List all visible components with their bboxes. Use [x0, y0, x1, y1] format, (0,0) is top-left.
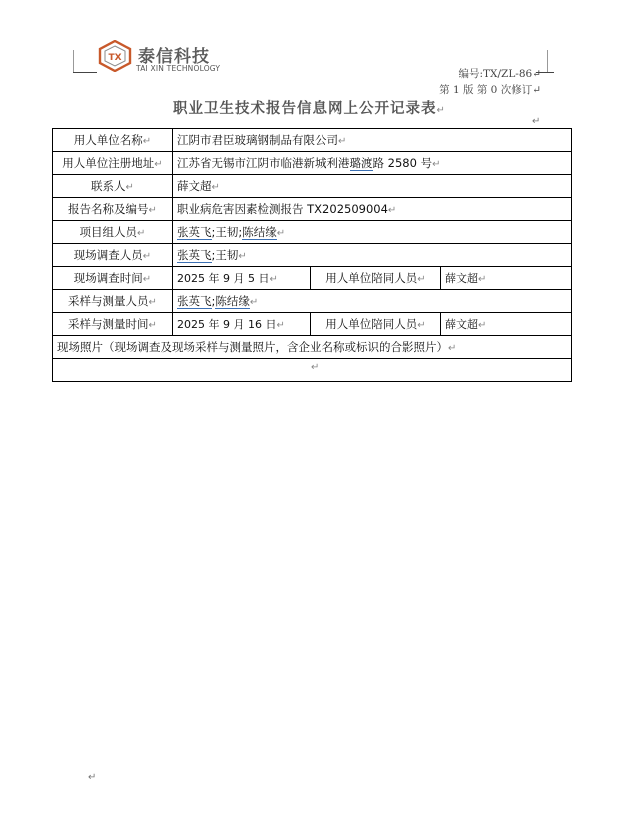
table-row — [53, 244, 572, 267]
table-row — [53, 267, 572, 290]
report-label: 报告名称及编号↵ — [53, 198, 173, 221]
logo-text: TX — [108, 53, 122, 63]
address-label: 用人单位注册地址↵ — [53, 152, 173, 175]
sampling-people-value: 张英飞;陈结缘↵ — [173, 290, 572, 313]
contact-label: 联系人↵ — [53, 175, 173, 198]
header-rule-left — [73, 72, 97, 73]
company-logo — [98, 40, 132, 72]
paragraph-mark: ↵ — [436, 105, 446, 116]
table-row — [53, 336, 572, 359]
header-corner-mark-left — [73, 50, 74, 72]
paragraph-mark: ↵ — [532, 116, 541, 127]
contact-value: 薛文超↵ — [173, 175, 572, 198]
table-row — [53, 152, 572, 175]
table-row — [53, 198, 572, 221]
accompany2-label: 用人单位陪同人员↵ — [311, 313, 441, 336]
sampling-time-label: 采样与测量时间↵ — [53, 313, 173, 336]
title-text: 职业卫生技术报告信息网上公开记录表 — [173, 101, 437, 117]
table-row — [53, 221, 572, 244]
survey-time-label: 现场调查时间↵ — [53, 267, 173, 290]
table-row — [53, 175, 572, 198]
record-table — [52, 128, 572, 382]
version-info: 第 1 版 第 0 次修订↵ — [439, 84, 541, 96]
survey-people-label: 现场调查人员↵ — [53, 244, 173, 267]
report-value: 职业病危害因素检测报告 TX202509004↵ — [173, 198, 572, 221]
employer-name-label: 用人单位名称↵ — [53, 129, 173, 152]
sampling-people-label: 采样与测量人员↵ — [53, 290, 173, 313]
photos-label: 现场照片（现场调查及现场采样与测量照片，含企业名称或标识的合影照片）↵ — [53, 336, 572, 359]
sampling-time-value: 2025 年 9 月 16 日↵ — [173, 313, 311, 336]
accompany-label: 用人单位陪同人员↵ — [311, 267, 441, 290]
accompany2-value: 薛文超↵ — [441, 313, 572, 336]
table-row — [53, 313, 572, 336]
survey-people-value: 张英飞;王韧↵ — [173, 244, 572, 267]
header-corner-mark-right — [547, 50, 548, 72]
brand-english-name: TAI XIN TECHNOLOGY — [136, 64, 221, 73]
address-value: 江苏省无锡市江阴市临港新城利港璐渡路 2580 号↵ — [173, 152, 572, 175]
paragraph-mark: ↵ — [88, 772, 97, 783]
team-label: 项目组人员↵ — [53, 221, 173, 244]
page-header — [0, 0, 619, 117]
table-row — [53, 129, 572, 152]
accompany-value: 薛文超↵ — [441, 267, 572, 290]
team-value: 张英飞;王韧;陈结缘↵ — [173, 221, 572, 244]
document-number: 编号:TX/ZL-86↵ — [458, 68, 541, 80]
employer-name-value: 江阴市君臣玻璃钢制品有限公司↵ — [173, 129, 572, 152]
paragraph-mark: ↵ — [311, 362, 320, 373]
survey-time-value: 2025 年 9 月 5 日↵ — [173, 267, 311, 290]
page-title — [0, 97, 619, 118]
table-row — [53, 290, 572, 313]
photos-cell — [53, 359, 572, 382]
table-row — [53, 359, 572, 382]
brand-name: 泰信科技 — [138, 47, 210, 67]
